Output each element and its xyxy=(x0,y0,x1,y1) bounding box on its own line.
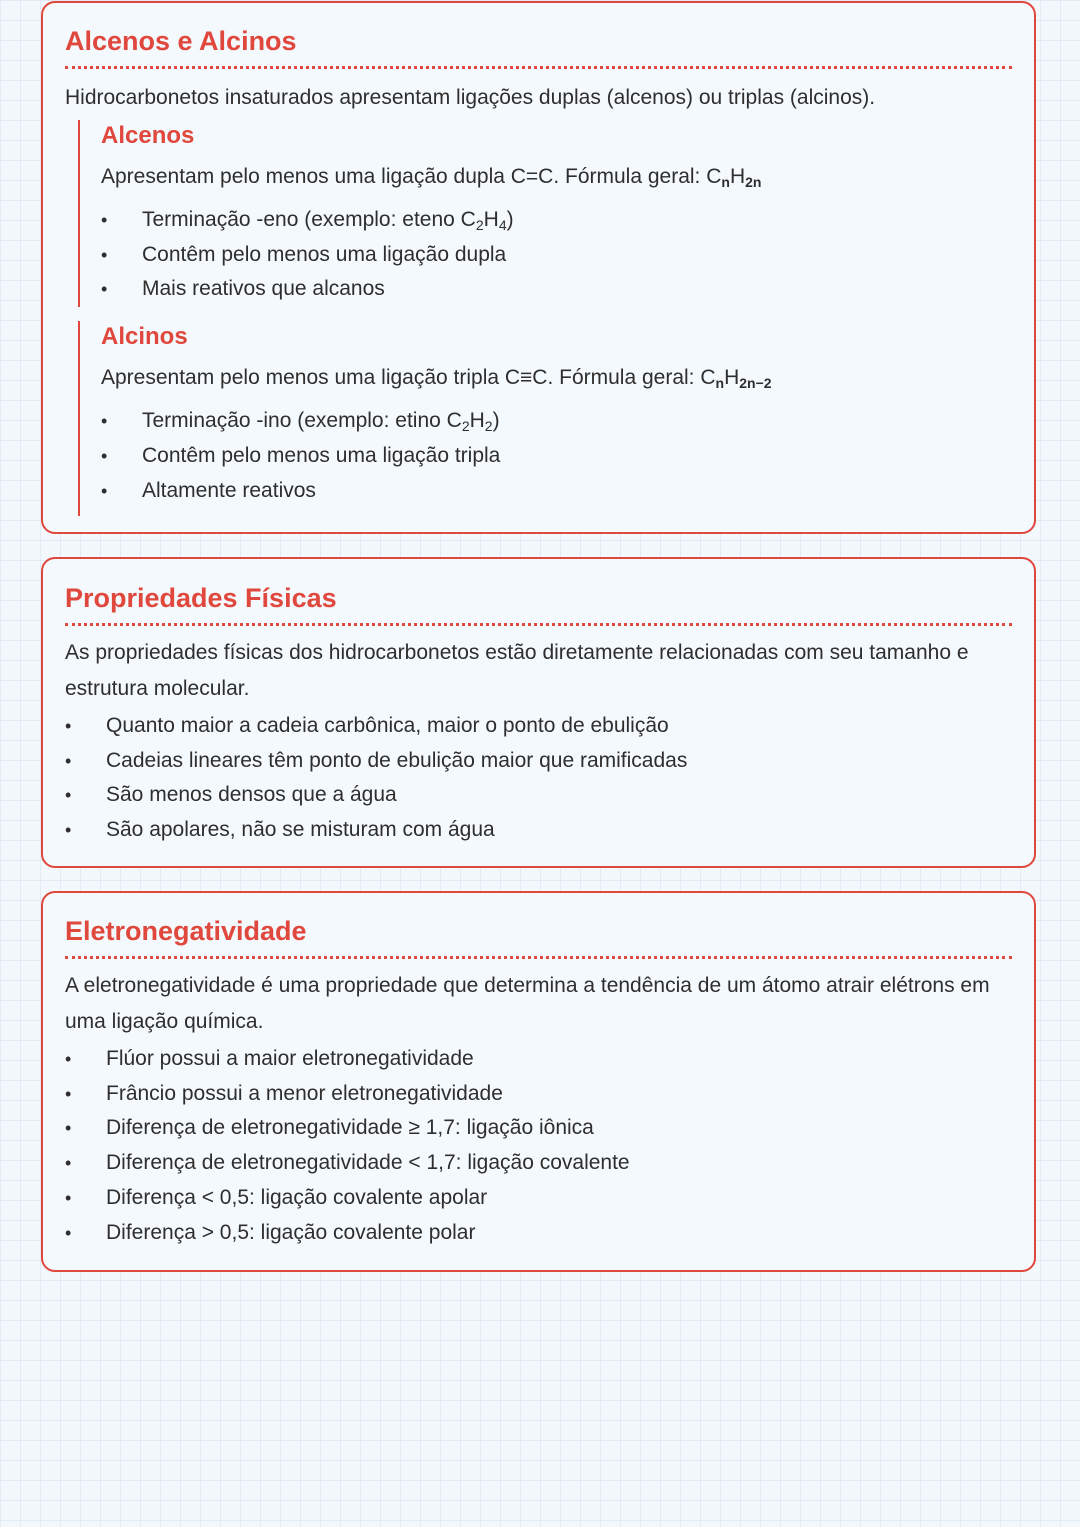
list-item: • Terminação -eno (exemplo: eteno $C_2H_4$) xyxy=(101,208,514,233)
list-item: • Diferença < 0,5: ligação covalente apolar xyxy=(65,1185,488,1209)
list-item: • Flúor possui a maior eletronegatividade xyxy=(65,1047,474,1070)
bullet-list xyxy=(65,1042,1012,1250)
subsection-desc: Apresentam pelo menos uma ligação tripla C≡C. Fórmula geral: CnH2n−2 xyxy=(101,366,772,392)
section-title: Propriedades Físicas xyxy=(65,581,1012,626)
section-alcenos-alcinos xyxy=(41,1,1036,534)
bullet-list xyxy=(101,404,1012,516)
bullet-list xyxy=(101,203,1012,307)
list-item: • Contêm pelo menos uma ligação dupla xyxy=(101,242,507,266)
subsection-title: Alcinos xyxy=(101,323,188,351)
section-intro: As propriedades físicas dos hidrocarbonetos estão diretamente relacionadas com seu tamanho e estrutura molecular. xyxy=(65,641,969,700)
section-intro: A eletronegatividade é uma propriedade que determina a tendência de um átomo atrair elétrons em uma ligação química. xyxy=(65,974,990,1033)
list-item: • Diferença de eletronegatividade ≥ 1,7: ligação iônica xyxy=(65,1116,594,1140)
list-item: • Diferença > 0,5: ligação covalente polar xyxy=(65,1220,476,1244)
list-item: • Mais reativos que alcanos xyxy=(101,277,385,301)
subsection-alcenos xyxy=(78,120,1012,307)
section-intro: Hidrocarbonetos insaturados apresentam ligações duplas (alcenos) ou triplas (alcinos). xyxy=(65,86,876,109)
list-item: • São menos densos que a água xyxy=(65,783,397,807)
section-propriedades-fisicas xyxy=(41,557,1036,868)
subsection-title: Alcenos xyxy=(101,122,195,149)
section-title: Eletronegatividade xyxy=(65,914,1012,959)
section-eletronegatividade xyxy=(41,891,1036,1272)
list-item: • Contêm pelo menos uma ligação tripla xyxy=(101,443,501,467)
subsection-alcinos xyxy=(78,321,1012,516)
list-item: • São apolares, não se misturam com água xyxy=(65,818,495,842)
list-item: • Diferença de eletronegatividade < 1,7: ligação covalente xyxy=(65,1151,630,1175)
bullet-list xyxy=(65,709,1012,848)
list-item: • Cadeias lineares têm ponto de ebulição maior que ramificadas xyxy=(65,748,688,772)
list-item: • Frâncio possui a menor eletronegatividade xyxy=(65,1081,503,1105)
list-item: • Terminação -ino (exemplo: etino $C_2H_2$) xyxy=(101,409,500,435)
list-item: • Altamente reativos xyxy=(101,478,316,502)
subsection-desc: Apresentam pelo menos uma ligação dupla C=C. Fórmula geral: CnH2n xyxy=(101,165,762,190)
section-title: Alcenos e Alcinos xyxy=(65,24,1012,69)
list-item: • Quanto maior a cadeia carbônica, maior o ponto de ebulição xyxy=(65,714,669,737)
